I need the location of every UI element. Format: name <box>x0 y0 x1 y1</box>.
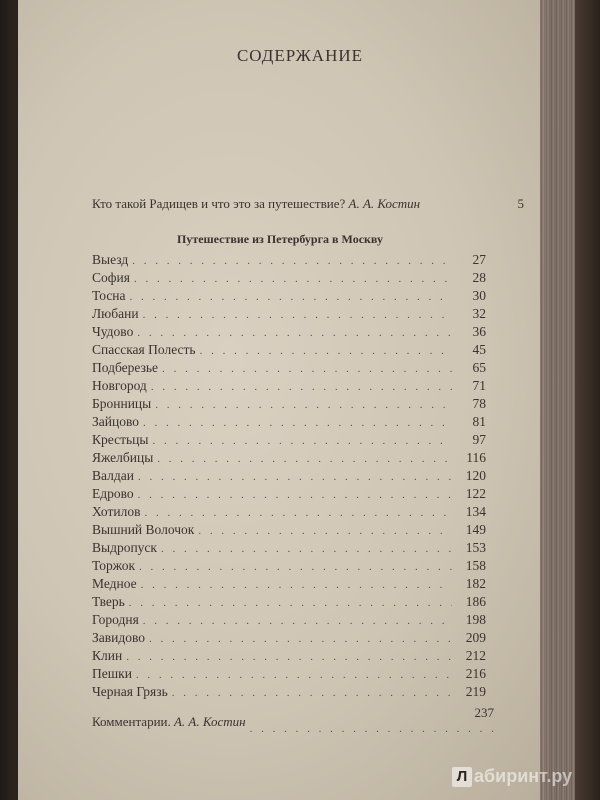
toc-page: 209 <box>465 630 486 645</box>
toc-label: Любани <box>92 306 139 321</box>
toc-row <box>92 252 486 270</box>
toc-row <box>92 612 486 630</box>
toc-label: Пешки <box>92 666 132 681</box>
toc-label: Выдропуск <box>92 540 157 555</box>
leader-dots <box>149 633 452 645</box>
toc-row <box>92 270 486 288</box>
leader-dots <box>161 543 452 555</box>
leader-dots <box>162 363 452 375</box>
leader-dots <box>136 669 452 681</box>
toc-page: 71 <box>472 378 486 393</box>
toc-row <box>92 378 486 396</box>
toc-label: Яжелбицы <box>92 450 154 465</box>
toc-page: 30 <box>472 288 486 303</box>
leader-dots <box>151 381 452 393</box>
toc-label: Бронницы <box>92 396 152 411</box>
leader-dots <box>130 291 452 303</box>
toc-row <box>92 414 486 432</box>
preface-author: А. А. Костин <box>348 196 421 211</box>
toc-page: 78 <box>472 396 486 411</box>
leader-dots <box>141 579 452 591</box>
leader-dots <box>172 687 452 699</box>
leader-dots <box>143 417 452 429</box>
toc-label: Тверь <box>92 594 125 609</box>
toc-page: 134 <box>465 504 486 519</box>
toc-page: 28 <box>472 270 486 285</box>
toc-row <box>92 504 486 522</box>
toc-row <box>92 630 486 648</box>
toc-page: 32 <box>472 306 486 321</box>
toc-page: 36 <box>472 324 486 339</box>
leader-dots <box>157 453 452 465</box>
comments-author: А. А. Костин <box>173 714 246 729</box>
leader-dots <box>138 489 452 501</box>
toc-label: Завидово <box>92 630 146 645</box>
toc-row <box>92 486 486 504</box>
toc-label: София <box>92 270 130 285</box>
leader-dots <box>132 255 452 267</box>
toc-page: 97 <box>472 432 486 447</box>
toc-row <box>92 558 486 576</box>
toc-row <box>92 576 486 594</box>
toc-label: Зайцово <box>92 414 139 429</box>
leader-dots <box>155 399 452 411</box>
toc-label: Крестьцы <box>92 432 149 447</box>
toc-page: 212 <box>465 648 486 663</box>
toc-page: 182 <box>465 576 486 591</box>
toc-row <box>92 648 486 666</box>
toc-label: Вышний Волочок <box>92 522 195 537</box>
toc-page: 122 <box>465 486 486 501</box>
comments-page: 237 <box>474 705 494 720</box>
page-title: СОДЕРЖАНИЕ <box>236 46 364 65</box>
toc-row <box>92 540 486 558</box>
watermark-text: абиринт.ру <box>474 766 573 786</box>
toc-page: 219 <box>465 684 486 699</box>
leader-dots <box>143 615 452 627</box>
toc-page: 45 <box>472 342 486 357</box>
comments-label: Комментарии. <box>92 714 171 729</box>
toc-row <box>92 684 486 702</box>
toc-label: Черная Грязь <box>92 684 168 699</box>
toc-label: Торжок <box>92 558 136 573</box>
toc-row <box>92 360 486 378</box>
leader-dots <box>143 309 452 321</box>
toc-page: 120 <box>465 468 486 483</box>
leader-dots <box>138 471 452 483</box>
toc-row <box>92 468 486 486</box>
toc-page: 198 <box>465 612 486 627</box>
toc-label: Городня <box>92 612 139 627</box>
toc-label: Клин <box>92 648 123 663</box>
leader-dots <box>129 597 452 609</box>
toc-label: Медное <box>92 576 137 591</box>
toc-page: 81 <box>472 414 486 429</box>
preface-label: Кто такой Радищев и что это за путешествие? <box>92 196 346 211</box>
page-edges <box>540 0 580 800</box>
preface-entry <box>92 196 524 212</box>
toc-page: 149 <box>465 522 486 537</box>
section-title: Путешествие из Петербурга в Москву <box>176 232 383 246</box>
labirint-watermark <box>452 766 572 787</box>
toc-label: Хотилов <box>92 504 141 519</box>
toc-row <box>92 396 486 414</box>
toc-label: Чудово <box>92 324 134 339</box>
toc-row <box>92 450 486 468</box>
toc-row <box>92 666 486 684</box>
leader-dots <box>152 435 452 447</box>
toc-row <box>92 306 486 324</box>
toc-page: 116 <box>466 450 486 465</box>
toc-list <box>92 252 486 702</box>
comments-entry <box>92 705 494 730</box>
toc-row <box>92 522 486 540</box>
toc-label: Едрово <box>92 486 134 501</box>
book-cover-edge <box>575 0 600 800</box>
toc-page: 65 <box>472 360 486 375</box>
toc-row <box>92 432 486 450</box>
toc-row <box>92 594 486 612</box>
leader-dots <box>134 273 452 285</box>
toc-label: Новгород <box>92 378 147 393</box>
toc-label: Спасская Полесть <box>92 342 196 357</box>
toc-row <box>92 288 486 306</box>
preface-page: 5 <box>517 196 524 211</box>
toc-label: Подберезье <box>92 360 159 375</box>
leader-dots <box>200 345 452 357</box>
leader-dots <box>144 507 452 519</box>
leader-dots <box>250 723 494 735</box>
leader-dots <box>137 327 452 339</box>
toc-page: 158 <box>465 558 486 573</box>
labirint-logo-icon: Л <box>452 767 472 787</box>
comments-label-group <box>92 714 250 730</box>
toc-page: 186 <box>465 594 486 609</box>
toc-label: Тосна <box>92 288 126 303</box>
toc-page: 27 <box>472 252 486 267</box>
toc-page: 216 <box>465 666 486 681</box>
toc-page: 153 <box>465 540 486 555</box>
toc-label: Валдаи <box>92 468 134 483</box>
leader-dots <box>198 525 452 537</box>
leader-dots <box>139 561 452 573</box>
toc-label: Выезд <box>92 252 129 267</box>
leader-dots <box>126 651 452 663</box>
toc-row <box>92 342 486 360</box>
toc-row <box>92 324 486 342</box>
